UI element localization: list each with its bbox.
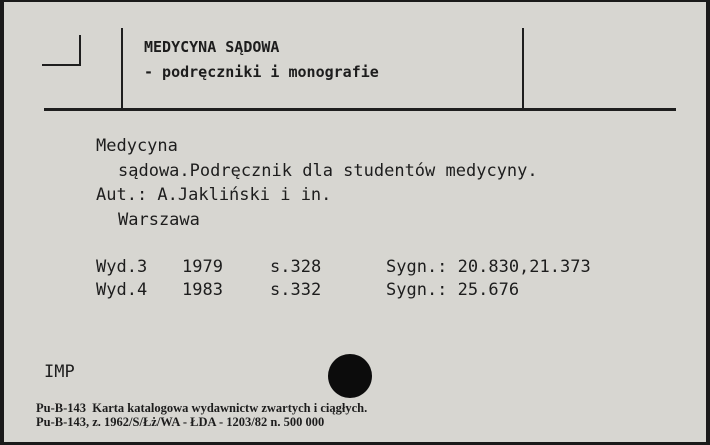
place-line: Warszawa bbox=[118, 210, 200, 230]
title-line-1: Medycyna bbox=[96, 136, 178, 156]
subject-subtitle: - podręczniki i monografie bbox=[144, 63, 379, 81]
edition-signature: Sygn.: 20.830,21.373 bbox=[386, 257, 591, 277]
author-line: Aut.: A.Jakliński i in. bbox=[96, 185, 332, 205]
edition-year: 1979 bbox=[182, 257, 223, 277]
corner-mark-vertical bbox=[79, 35, 81, 66]
edition-signature: Sygn.: 25.676 bbox=[386, 280, 520, 300]
punch-hole bbox=[328, 354, 372, 398]
edition-number: Wyd.3 bbox=[96, 257, 148, 277]
footer-line-1: Pu-B-143 Karta katalogowa wydawnictw zwartych i ciągłych. bbox=[36, 401, 368, 415]
edition-pages: s.332 bbox=[270, 280, 322, 300]
corner-mark-horizontal bbox=[42, 64, 80, 66]
header-right-rule bbox=[522, 28, 524, 110]
edition-year: 1983 bbox=[182, 280, 223, 300]
edition-pages: s.328 bbox=[270, 257, 322, 277]
edition-number: Wyd.4 bbox=[96, 280, 148, 300]
stamp-text: IMP bbox=[44, 362, 75, 382]
subject-heading: MEDYCYNA SĄDOWA bbox=[144, 38, 280, 56]
catalog-card bbox=[4, 2, 706, 442]
footer-line-2: Pu-B-143, z. 1962/S/Łż/WA - ŁDA - 1203/82 n. 500 000 bbox=[36, 415, 325, 429]
header-left-rule bbox=[121, 28, 123, 110]
title-line-2: sądowa.Podręcznik dla studentów medycyny. bbox=[118, 161, 538, 181]
header-bottom-rule bbox=[44, 108, 676, 111]
